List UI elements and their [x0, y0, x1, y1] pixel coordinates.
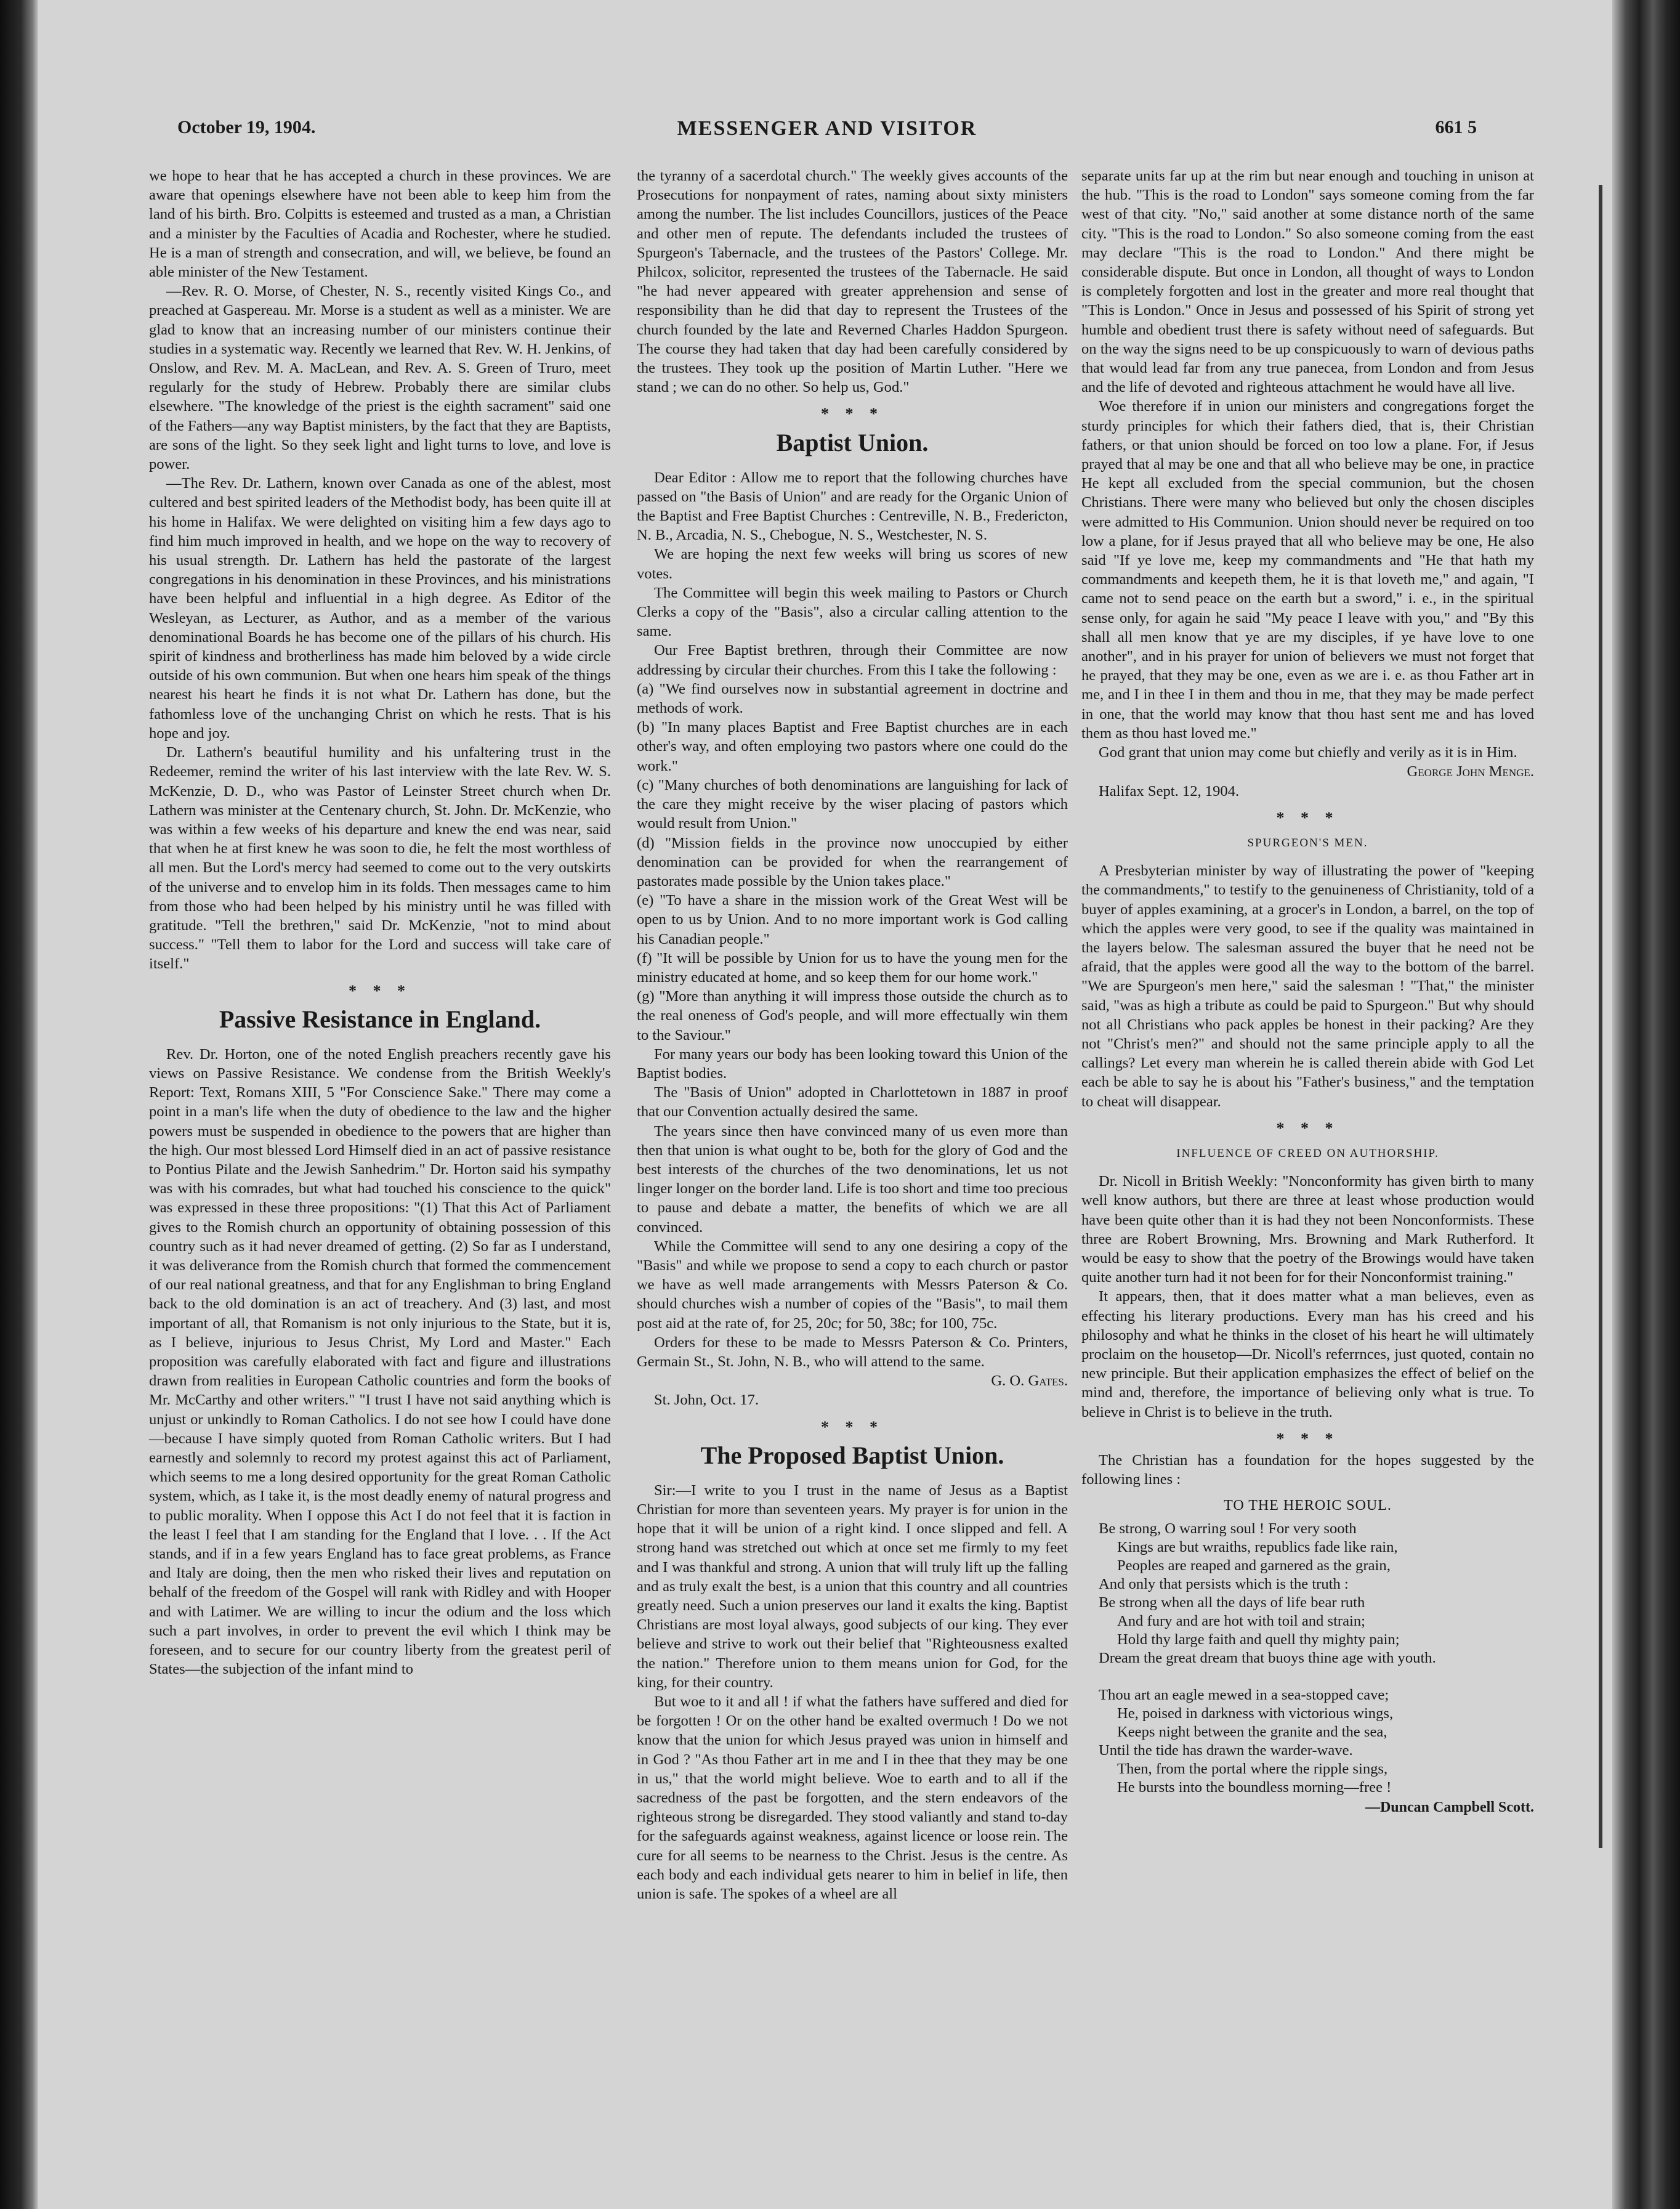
paragraph: Woe therefore if in union our ministers and congregations forget the sturdy principles for which their fathers died, that is, their Christian fathers, or that union should be forced on too low a plane. For, if Jesus prayed that al may be one and that all who believe may be one, in practice He kept all excluded from the special communion, but the chosen Christians. There were many who believed but only the chosen disciples were admitted to His Communion. Union should never be required on too low a plane, for if Jesus prayed that all who believe may be one, He also said "If ye love me, keep my commandments and "He that hath my commandments and keepeth them, he it is that loveth me," and again, "I came not to send peace on the earth but a sword," i. e., in the spiritual sense only, for again he said "My peace I leave with you," and "By this shall all men know that ye are my disciples, if ye have love to one another", and in his prayer for union of believers we must not forget that he prayed, that they may be one, even as we are i. e. as thou Father art in me, and I in thee I in them and thou in me, that they may be made perfect in one, that the world may know that thou hast sent me and has loved them as thou hast loved me." [1081, 398, 1534, 742]
paragraph: A Presbyterian minister by way of illustrating the power of "keeping the commandments," to testify to the genuineness of Christianity, told of a buyer of apples examining, at a grocer's in London, a barrel, on the top of which the apples were very good, to see if the quality was maintained in the layers below. The salesman assured the buyer that he need not be afraid, that the apples were good all the way to the bottom of the barrel. "We are Spurgeon's men here," said the salesman ! "That," the minister said, "was as high a tribute as could be paid to Spurgeon." But why should not all Christians who pack apples be honest in their packing? Are they not "Christ's men?" and should not the same principle apply to all the callings? Let every man wherein he is called therein abide with God Let each be able to say he is about his "Father's business," and the temptation to cheat will disappear. [1081, 862, 1534, 1110]
column-2 [637, 166, 1068, 1903]
list-item: (c) "Many churches of both denominations are languishing for lack of the care they might receive by the wiser placing of pastors which would result from Union." [637, 776, 1068, 832]
paragraph: For many years our body has been looking toward this Union of the Baptist bodies. [637, 1045, 1068, 1082]
paragraph: the tyranny of a sacerdotal church." The weekly gives accounts of the Prosecutions for nonpayment of rates, naming about sixty ministers among the number. The list includes Councillors, justices of the Peace and other men of repute. The defendants included the trustees of Spurgeon's Tabernacle, and the trustees of the Pastors' College. Mr. Philcox, solicitor, represented the trustees of the Tabernacle. He said "he had never appeared with greater apprehension and sense of responsibility than he did that day to represent the Trustees of the church founded by the late and Reverned Charles Haddon Spurgeon. The course they had taken that day had been carefully considered by the trustees. They took up the position of Martin Luther. "Here we stand ; we can do no other. So help us, God." [637, 168, 1068, 396]
list-item: (g) "More than anything it will impress those outside the church as to the real oneness of God's people, and will more effectually win them to the Saviour." [637, 988, 1068, 1044]
poem-line: Thou art an eagle mewed in a sea-stopped cave; [1099, 1686, 1389, 1703]
paragraph: —The Rev. Dr. Lathern, known over Canada as one of the ablest, most cultered and best spirited leaders of the Methodist body, has been quite ill at his home in Halifax. We were delighted on visiting him a few days ago to find him much improved in health, and we hope on the way to recovery of his usual strength. Dr. Lathern has held the pastorate of the largest congregations in his denomination in these Provinces, and his ministrations have been helpful and influential in a high degree. As Editor of the Wesleyan, as Lecturer, as Author, and as a member of the various denominational Boards he has become one of the pillars of his church. His spirit of kindness and brotherliness has made him beloved by a wide circle outside of his own communion. But when one hears him speak of the things nearest his heart he finds it is not what Dr. Lathern has done, but the fathomless love of the unchanging Christ on which he rests. That is his hope and joy. [149, 475, 611, 742]
paragraph: —Rev. R. O. Morse, of Chester, N. S., recently visited Kings Co., and preached at Gaspereau. Mr. Morse is a student as well as a minister. We are glad to know that an increasing number of our ministers continue their studies in a systematic way. Recently we learned that Rev. W. H. Jenkins, of Onslow, and Rev. M. A. MacLean, and Rev. A. S. Green of Truro, meet regularly for the study of Hebrew. Probably there are similar clubs elsewhere. "The knowledge of the priest is the eighth sacrament" said one of the Fathers—any way Baptist ministers, by the fact that they are Baptists, are sons of the light. So they seek light and light turns to love, and love is power. [149, 283, 611, 473]
paragraph: Dr. Lathern's beautiful humility and his unfaltering trust in the Redeemer, remind the writer of his last interview with the late Rev. W. S. McKenzie, D. D., who was Pastor of Leinster Street church when Dr. Lathern was minister at the Centenary church, St. John. Dr. McKenzie, who was within a few weeks of his departure and knew the end was near, said that when he at first knew he was soon to die, he felt the most worthless of all men. But the Lord's mercy had seemed to come out to the very outskirts of the universe and to envelop him in its folds. Then messages came to him from those who had been helped by his ministry until he was filled with gratitude. "Tell the brethren," said Dr. McKenzie, "not to mind about success." "Tell them to labor for the Lord and success will take care of itself." [149, 744, 611, 973]
book-binding-left [0, 0, 38, 2209]
dateline: Halifax Sept. 12, 1904. [1099, 782, 1240, 800]
section-separator: * * * [349, 981, 411, 1000]
list-item: (e) "To have a share in the mission work of the Great West will be open to us by Union. And to no more important work is God calling his Canadian people." [637, 892, 1068, 947]
paragraph: While the Committee will send to any one desiring a copy of the "Basis" and while we propose to send a copy to each church or pastor we have as well made arrangements with Messrs Paterson & Co. should churches wish a number of copies of the "Basis", to mail them post aid at the rate of, for 25, 20c; for 50, 38c; for 100, 75c. [637, 1238, 1068, 1332]
paragraph: The Christian has a foundation for the hopes suggested by the following lines : [1081, 1452, 1534, 1488]
paragraph: Orders for these to be made to Messrs Paterson & Co. Printers, Germain St., St. John, N. B., who will attend to the same. [637, 1334, 1068, 1370]
poem-line: Be strong, O warring soul ! For very sooth [1099, 1520, 1357, 1537]
poem-line [1099, 1668, 1534, 1686]
poem-line: And fury and are hot with toil and strain; [1117, 1612, 1365, 1629]
column-3 [1081, 166, 1534, 1817]
paragraph: It appears, then, that it does matter what a man believes, even as effecting his literary productions. Every man has his creed and his philosophy and what he thinks in the closet of his heart he will ultimately proclaim on the housetop—Dr. Nicoll's referrnces, just quoted, contain no new principle. But their application emphasizes the effect of belief on the mind and, therefore, the importance of believing only what is true. To believe in Christ is to believe in the truth. [1081, 1288, 1534, 1421]
article-heading: SPURGEON'S MEN. [1247, 836, 1368, 849]
paragraph: The Committee will begin this week mailing to Pastors or Church Clerks a copy of the "Basis", also a circular calling attention to the same. [637, 584, 1068, 640]
paragraph: God grant that union may come but chiefly and verily as it is in Him. [1099, 744, 1517, 761]
poem-line: Peoples are reaped and garnered as the grain, [1117, 1557, 1391, 1574]
list-item: (a) "We find ourselves now in substantial agreement in doctrine and methods of work. [637, 680, 1068, 717]
poem-author: —Duncan Campbell Scott. [1365, 1799, 1534, 1815]
signature: George John Menge. [1407, 763, 1534, 780]
list-item: (d) "Mission fields in the province now unoccupied by either denomination can be provided for when the rearrangement of pastorates made possible by the Union takes place." [637, 834, 1068, 890]
section-separator: * * * [821, 1417, 884, 1436]
signature: G. O. Gates. [991, 1372, 1068, 1390]
poem-line: Hold thy large faith and quell thy mighty pain; [1117, 1631, 1400, 1648]
poem-line: Be strong when all the days of life bear ruth [1099, 1594, 1365, 1611]
newspaper-page [41, 92, 1593, 2199]
issue-date: October 19, 1904. [177, 117, 316, 137]
section-separator: * * * [1276, 1429, 1339, 1448]
poem-line: Until the tide has drawn the warder-wave. [1099, 1741, 1353, 1759]
poem-line: Dream the great dream that buoys thine age with youth. [1099, 1649, 1436, 1666]
paragraph: separate units far up at the rim but near enough and touching in unison at the hub. "This is the road to London" says someone coming from the far west of that city. "No," said another at some distance north of the same city. "This is the road to London." So also someone coming from the east may declare "This is the road to London." And there might be considerable dispute. But once in London, all thought of ways to London is completely forgotten and lost in the greater and more real thought that "This is London." Once in Jesus and possessed of his Spirit of strong yet humble and obedient trust there is safety without need of safeguards. But on the way the signs need to be up conspicuously to warn of devious paths that would lead far from any true panecea, from London and from Jesus and the life of devoted and righteous attachment he would have all live. [1081, 168, 1534, 396]
list-item: (f) "It will be possible by Union for us to have the young men for the ministry educated at home, and so keep them for our home work." [637, 949, 1068, 986]
paragraph: The years since then have convinced many of us even more than then that union is what ought to be, both for the glory of God and the best interests of the churches of the two denominations, let us not linger longer on the border land. Life is too short and time too precious to pause and debate a matter, the benefits of which we are all convinced. [637, 1122, 1068, 1236]
paragraph: The "Basis of Union" adopted in Charlottetown in 1887 in proof that our Convention actually desired the same. [637, 1084, 1068, 1121]
article-heading: INFLUENCE OF CREED ON AUTHORSHIP. [1176, 1146, 1439, 1160]
paragraph: Dear Editor : Allow me to report that the following churches have passed on "the Basis of Union" and are ready for the Organic Union of the Baptist and Free Baptist Churches : Centreville, N. B., Fredericton, N. B., Arcadia, N. S., Chebogue, N. S., Westchester, N. S. [637, 469, 1068, 544]
paragraph: Rev. Dr. Horton, one of the noted English preachers recently gave his views on Passive Resistance. We condense from the British Weekly's Report: Text, Romans XIII, 5 "For Conscience Sake." There may come a point in a man's life when the duty of obedience to the law and the higher powers must be suspended in obedience to the powers that are higher than the high. Our most blessed Lord Himself died in an act of passive resistance to Pontius Pilate and the Jewish Sanhedrim." Dr. Horton said his sympathy was with his comrades, but what had touched his conscience to the quick" was expressed in these three propositions: "(1) That this Act of Parliament gives to the Romish church an opportunity of obtaining possession of this country such as it had never dreamed of getting. (2) So far as I understand, it was deliverance from the Romish church that formed the commencement of our real national greatness, and that for any Englishman to bring England back to the old domination is an act of treachery. And (3) last, and most important of all, that Romanism is not only injurious to the State, but it is, as I believe, injurious to Jesus Christ, My Lord and Master." Each proposition was carefully elaborated with fact and figure and illustrations drawn from realities in European Catholic countries and form the books of Mr. McCarthy and other writers." "I trust I have not said anything which is unjust or unkindly to Roman Catholics. I do not see how I could have done—because I have simply quoted from Roman Catholic writers. But I had earnestly and solemnly to record my protest against this act of Parliament, which seems to me a long desired opportunity for the great Roman Catholic system, which, as I take it, is the most deadly enemy of natural progress and to public morality. When I oppose this Act I do not feel that it is faction in the least I feel that I am standing for the England that I love. . . If the Act stands, and if in a few years England has to face great problems, as France and Italy are doing, then the men who risked their lives and reputation on behalf of the freedom of the Gospel will rank with Ridley and with Hooper and with Latimer. We are willing to incur the odium and the loss which such a part involves, in order to prevent the evil which I think may be foreseen, and to secure for our country liberty from the greatest peril of States—the subjection of the infant mind to [149, 1045, 611, 1678]
section-separator: * * * [821, 405, 884, 423]
paragraph: we hope to hear that he has accepted a church in these provinces. We are aware that openings elsewhere have not been able to keep him from the land of his birth. Bro. Colpitts is esteemed and trusted as a man, a Christian and a minister by the Faculties of Acadia and Rochester, where he studied. He is a man of strength and consecration, and will, we believe, be found an able minister of the New Testament. [149, 168, 611, 281]
paragraph: Dr. Nicoll in British Weekly: "Nonconformity has given birth to many well know authors, but there are three at least whose production would have been quite other than it is had they not been Nonconformists. These three are Robert Browning, Mrs. Browning and Mark Rutherford. It would be easy to show that the poetry of the Browings would have taken quite another turn had it not been for for their Nonconformist training." [1081, 1173, 1534, 1286]
poem-line: And only that persists which is the truth : [1099, 1575, 1349, 1592]
column-1 [149, 166, 611, 1679]
paragraph: But woe to it and all ! if what the fathers have suffered and died for be forgotten ! Or on the other hand be exalted overmuch ! Do we not know that the union for which Jesus prayed was union in himself and in God ? "As thou Father art in me and I in thee that they may be one in us," that the world might believe. Woe to earth and to all if the sacredness of the past be forgotten, and the stern endeavors of the righteous strong be disregarded. They stood valiantly and stand to-day for the safeguards against weakness, against licence or loose rein. The cure for all seems to be nearness to the Christ. Jesus is the centre. As each body and each individual gets nearer to him in belief in life, then union is safe. The spokes of a wheel are all [637, 1693, 1068, 1903]
article-heading: Baptist Union. [776, 428, 929, 456]
book-binding-right [1612, 0, 1680, 2209]
poem-line: Then, from the portal where the ripple sings, [1117, 1760, 1388, 1777]
poem-title: TO THE HEROIC SOUL. [1224, 1498, 1392, 1514]
paragraph: We are hoping the next few weeks will bring us scores of new votes. [637, 546, 1068, 582]
poem-line: He, poised in darkness with victorious wings, [1117, 1704, 1394, 1722]
poem-line: Keeps night between the granite and the sea, [1117, 1723, 1387, 1740]
poem-line: Kings are but wraiths, republics fade like rain, [1117, 1538, 1398, 1555]
list-item: (b) "In many places Baptist and Free Baptist churches are in each other's way, and often employing two pastors where one could do the work." [637, 719, 1068, 774]
poem [1099, 1520, 1534, 1797]
paragraph: Our Free Baptist brethren, through their Committee are now addressing by circular their churches. From this I take the following : [637, 642, 1068, 678]
section-separator: * * * [1276, 1119, 1339, 1137]
dateline: St. John, Oct. 17. [654, 1392, 759, 1409]
page-edge-rule [1599, 185, 1602, 1848]
article-heading: Passive Resistance in England. [219, 1005, 541, 1033]
poem-line: He bursts into the boundless morning—free ! [1117, 1778, 1392, 1796]
page-number: 661 5 [1435, 117, 1477, 137]
article-heading: The Proposed Baptist Union. [700, 1441, 1004, 1469]
page-header [177, 117, 1477, 154]
masthead-title: MESSENGER AND VISITOR [677, 117, 977, 140]
section-separator: * * * [1276, 808, 1339, 827]
paragraph: Sir:—I write to you I trust in the name of Jesus as a Baptist Christian for more than seventeen years. My prayer is for union in the hope that it will be union of a right kind. I once slipped and fell. A strong hand was stretched out which at once set me firmly to my feet and I was thankful and strong. A union that will truly lift up the falling and as truly exalt the best, is a union that this country and all countries greatly need. Such a union preserves our land it exalts the king. Baptist Christians are most loyal always, good subjects of our king. They ever believe and strive to work out their belief that "Righteousness exalted the nation." Therefore union to them means union for God, for the king, for their country. [637, 1481, 1068, 1691]
